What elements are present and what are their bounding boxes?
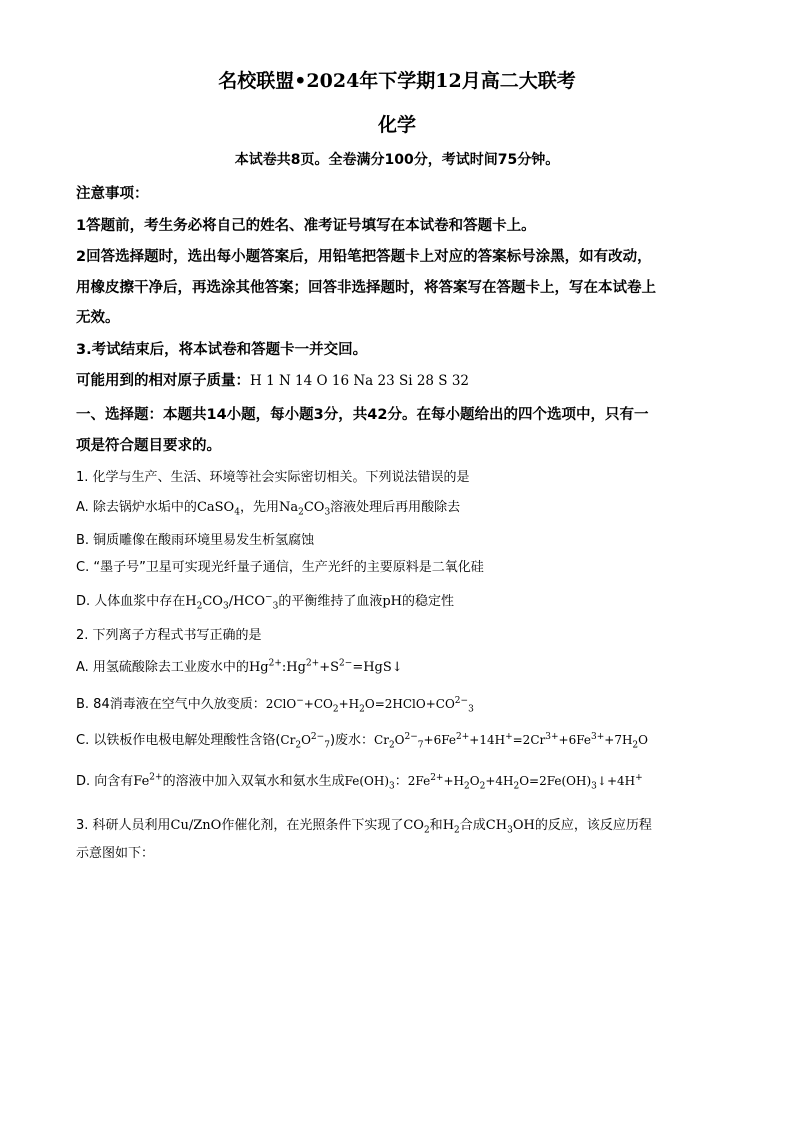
note-item-2-line-1: 2回答选择题时，选出每小题答案后，用铅笔把答题卡上对应的答案标号涂黑，如有改动， — [76, 249, 652, 265]
note-item-2-line-3: 无效。 — [76, 310, 120, 326]
q1-option-b: B. 铜质雕像在酸雨环境里易发生析氢腐蚀 — [76, 533, 315, 548]
section-1-line-2: 项是符合题目要求的。 — [76, 438, 221, 454]
q2-stem: 2. 下列离子方程式书写正确的是 — [76, 628, 262, 643]
notes-heading: 注意事项： — [76, 186, 149, 202]
q3-stem-line-1: 3. 科研人员利用Cu/ZnO作催化剂，在光照条件下实现了$CO_2$和$H_2$合成$CH_3OH$的反应，该反应历程 — [76, 818, 652, 836]
atomic-mass-label: 可能用到的相对原子质量： — [76, 373, 250, 389]
note-item-2-line-2: 用橡皮擦干净后，再选涂其他答案；回答非选择题时，将答案写在答题卡上，写在本试卷上 — [76, 280, 656, 296]
q1-stem: 1. 化学与生产、生活、环境等社会实际密切相关。下列说法错误的是 — [76, 470, 470, 485]
subject-title: 化学 — [377, 114, 416, 136]
note-item-1: 1答题前，考生务必将自己的姓名、准考证号填写在本试卷和答题卡上。 — [76, 218, 536, 234]
note-item-3: 3.考试结束后，将本试卷和答题卡一并交回。 — [76, 342, 368, 358]
exam-title: 名校联盟•2024年下学期12月高二大联考 — [218, 70, 576, 92]
section-1-line-1: 一、选择题：本题共14小题，每小题3分，共42分。在每小题给出的四个选项中，只有一 — [76, 407, 649, 423]
q2-option-a: A. 用氢硫酸除去工业废水中的$Hg^{2+}:Hg^{2+}+S^{2-}=HgS↓$ — [76, 658, 403, 675]
q2-option-b: B. 84消毒液在空气中久放变质：$2ClO^-+CO_2+H_2O=2HClO+CO^{2-}_3$ — [76, 696, 474, 715]
atomic-mass-values: H 1 N 14 O 16 Na 23 Si 28 S 32 — [250, 373, 470, 389]
q1-option-a: A. 除去锅炉水垢中的CaSO$_4$，先用$Na_2CO_3$溶液处理后再用酸除去 — [76, 500, 461, 518]
q2-option-d: D. 向含有$Fe^{2+}$的溶液中加入双氧水和氨水生成$Fe(OH)_3$：$2Fe^{2+}+H_2O_2+4H_2O=2Fe(OH)_3↓+4H^+$ — [76, 772, 643, 792]
q2-option-c: C. 以铁板作电极电解处理酸性含铬$(Cr_2O^{2-}_7)$废水：$Cr_2O^{2-}_7+6Fe^{2+}+14H^+=2Cr^{3+}+6Fe^{3+}+7H_2O$ — [76, 732, 648, 751]
q1-option-d: D. 人体血浆中存在$H_2CO_3/HCO^-_3$的平衡维持了血液pH的稳定性 — [76, 592, 455, 612]
exam-info: 本试卷共8页。全卷满分100分，考试时间75分钟。 — [234, 152, 560, 168]
atomic-mass-line — [76, 369, 469, 390]
q3-stem-line-2: 示意图如下： — [76, 846, 155, 861]
q1-option-c: C. “墨子号”卫星可实现光纤量子通信，生产光纤的主要原料是二氧化硅 — [76, 560, 484, 575]
